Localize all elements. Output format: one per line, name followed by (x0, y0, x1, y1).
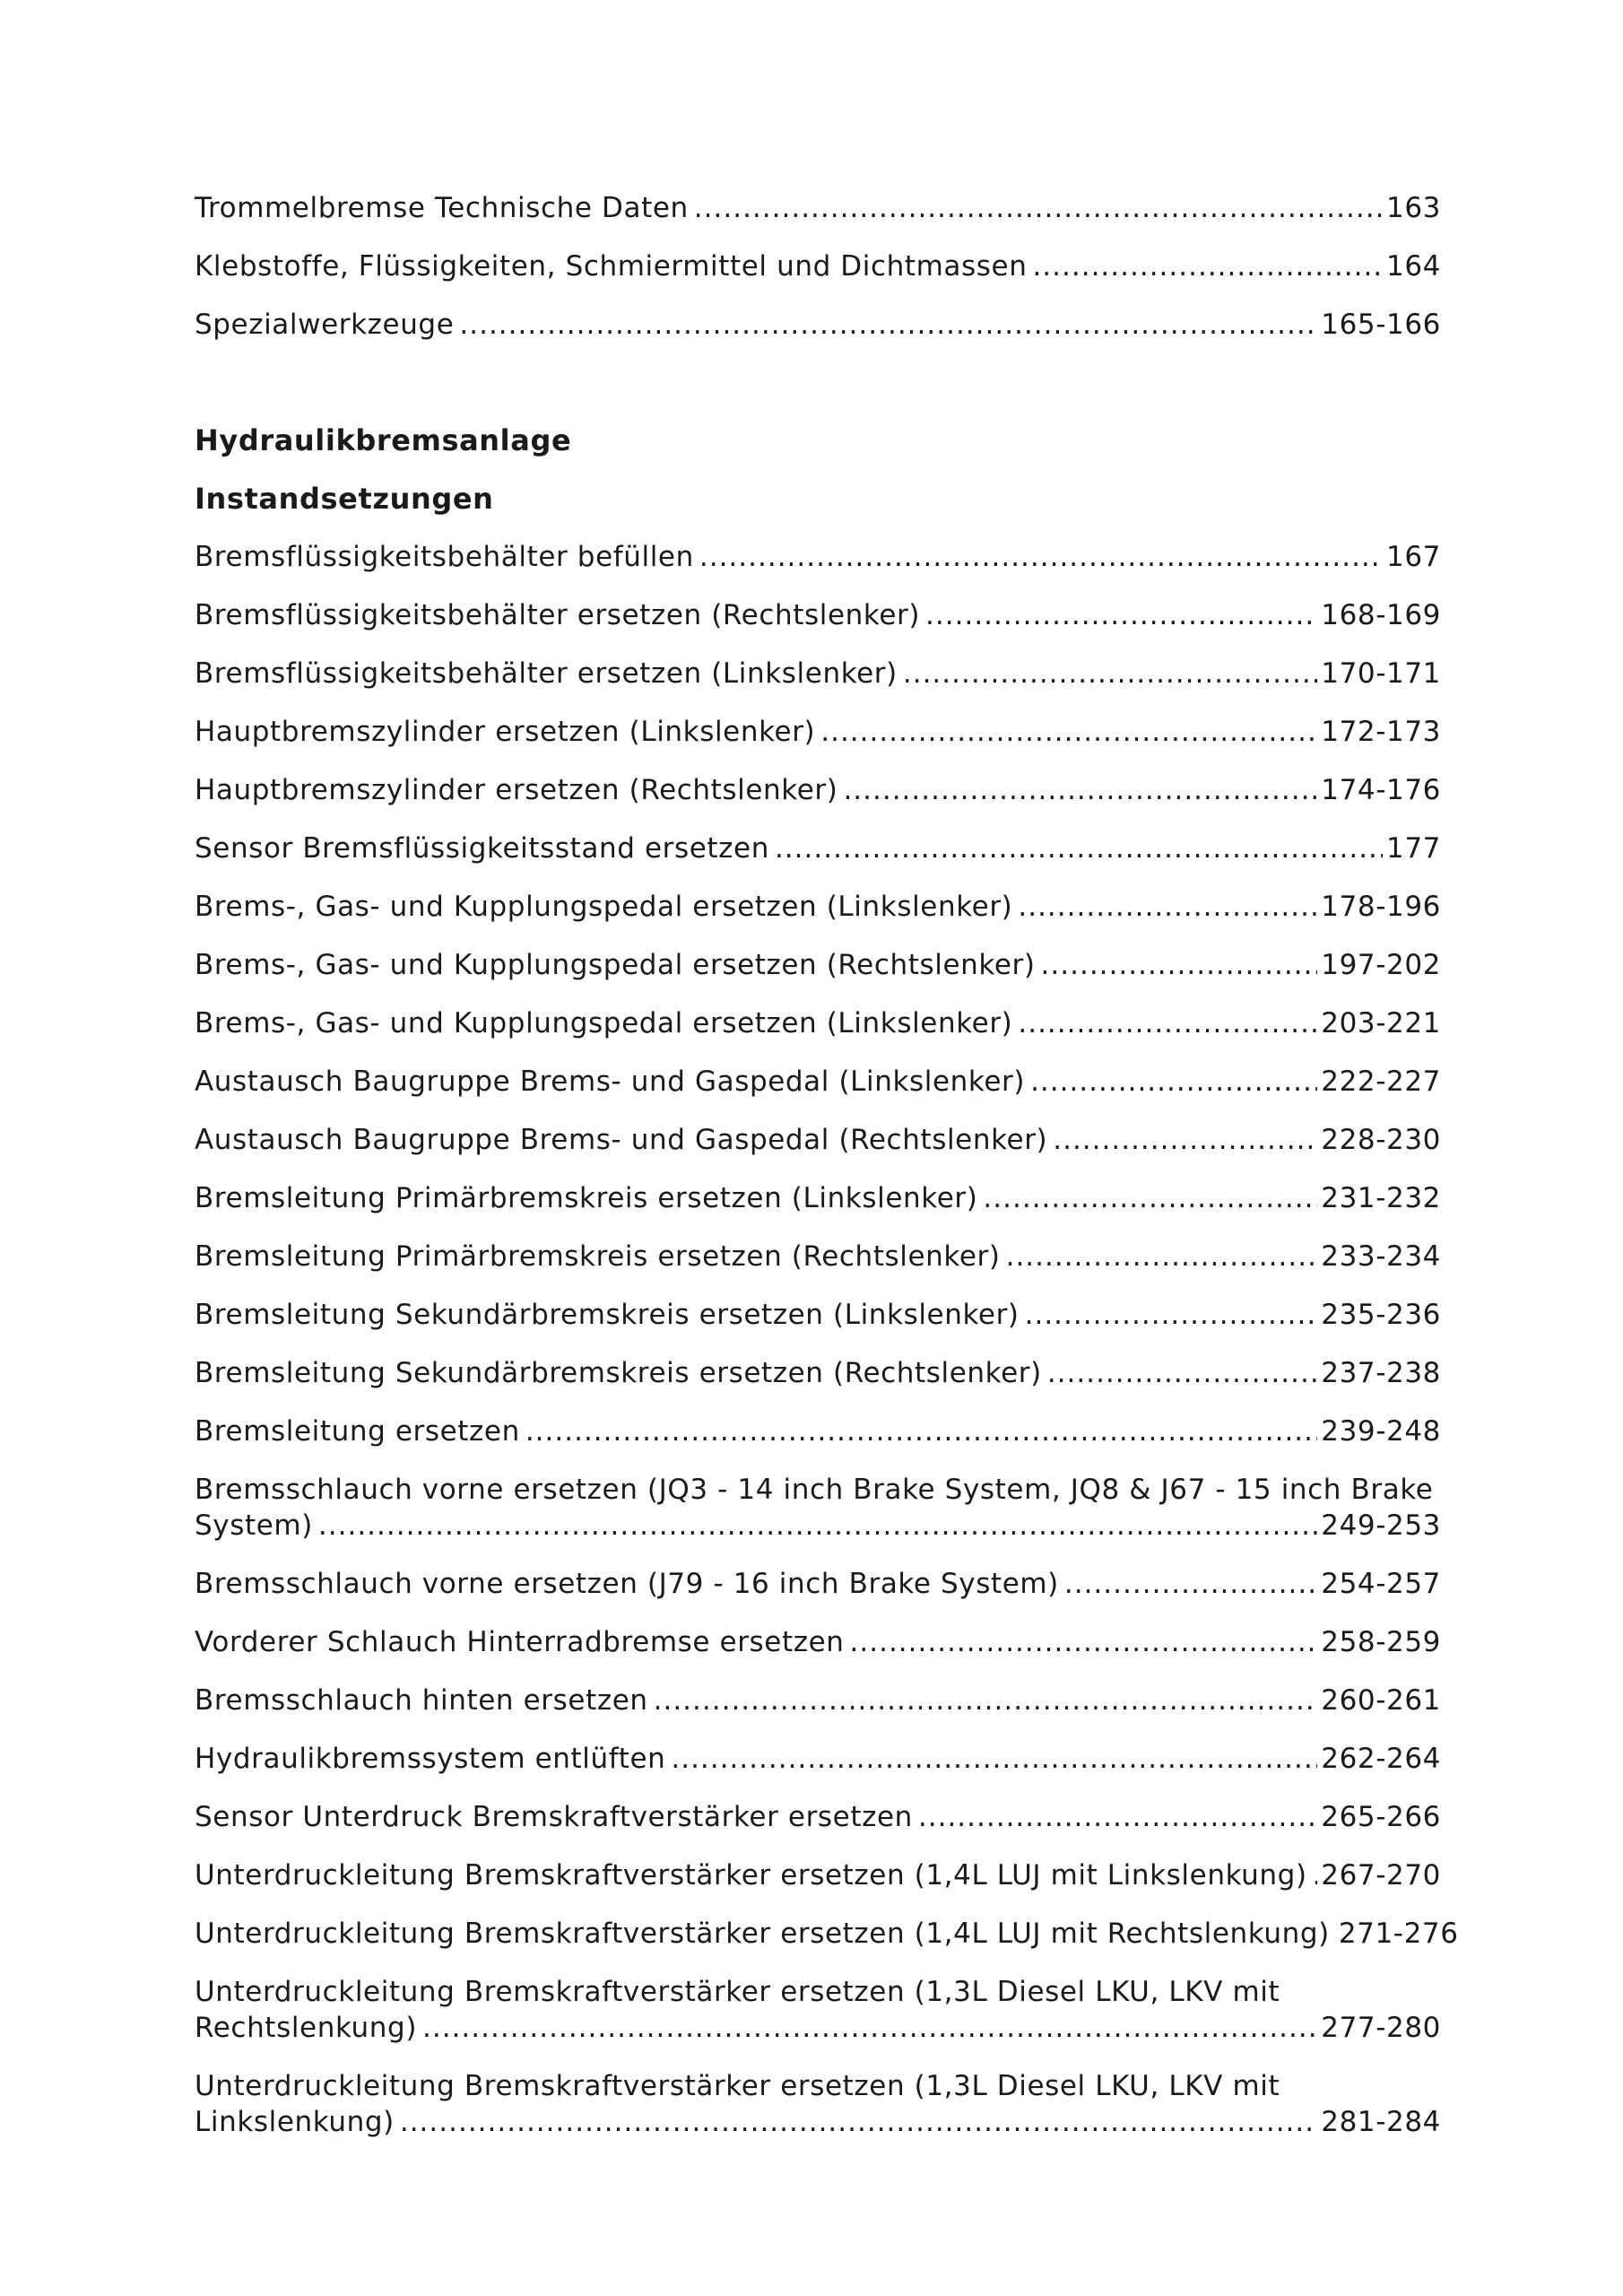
section-spacer (195, 365, 1441, 422)
toc-entry[interactable] (195, 248, 1441, 284)
toc-entry-title-line2: Rechtslenkung) (195, 2012, 418, 2044)
toc-entry-page: 267-270 (1321, 1859, 1441, 1892)
toc-entry-page: 164 (1386, 250, 1441, 283)
toc-entry-title: Bremsflüssigkeitsbehälter befüllen (195, 541, 694, 573)
toc-list-top (195, 190, 1441, 343)
toc-entry[interactable] (195, 1683, 1441, 1718)
toc-page (195, 190, 1459, 2162)
toc-entry-title: Sensor Unterdruck Bremskraftverstärker ersetzen (195, 1801, 913, 1833)
toc-entry-page: 262-264 (1321, 1743, 1441, 1775)
toc-entry-page: 237-238 (1321, 1357, 1441, 1389)
section-subheading: Instandsetzungen (195, 482, 494, 516)
toc-entry[interactable] (195, 1297, 1441, 1333)
toc-entry-title: Unterdruckleitung Bremskraftverstärker ersetzen (1,4L LUJ mit Linkslenkung) (195, 1859, 1307, 1892)
toc-entry-page: 168-169 (1321, 599, 1441, 631)
toc-entry[interactable] (195, 1005, 1441, 1041)
dot-leader (1047, 1355, 1317, 1391)
toc-entry-title: Bremsschlauch vorne ersetzen (J79 - 16 inch Brake System) (195, 1568, 1059, 1600)
toc-entry[interactable] (195, 1413, 1441, 1449)
dot-leader (918, 1799, 1317, 1835)
toc-entry-page: 258-259 (1321, 1626, 1441, 1658)
toc-entry-title: Bremsleitung Sekundärbremskreis ersetzen (Rechtslenker) (195, 1357, 1042, 1389)
toc-entry[interactable] (195, 1355, 1441, 1391)
toc-entry[interactable] (195, 772, 1441, 808)
dot-leader (1041, 947, 1318, 983)
toc-entry-title: Austausch Baugruppe Brems- und Gaspedal (Linkslenker) (195, 1065, 1026, 1098)
toc-entry-page: 222-227 (1321, 1065, 1441, 1098)
toc-entry-title: Bremsleitung ersetzen (195, 1415, 520, 1448)
toc-entry-page: 231-232 (1321, 1182, 1441, 1214)
toc-entry-title: Brems-, Gas- und Kupplungspedal ersetzen (Linkslenker) (195, 1007, 1013, 1039)
toc-entry-title: Spezialwerkzeuge (195, 309, 455, 341)
dot-leader (1018, 1005, 1317, 1041)
toc-entry-page: 281-284 (1321, 2106, 1441, 2138)
toc-entry-page: 177 (1386, 832, 1441, 865)
dot-leader (1064, 1566, 1317, 1602)
toc-entry-page: 265-266 (1321, 1801, 1441, 1833)
dot-leader (820, 714, 1317, 750)
toc-entry-title: Unterdruckleitung Bremskraftverstärker ersetzen (1,4L LUJ mit Rechtslenkung) (195, 1918, 1330, 1950)
toc-entry[interactable] (195, 1180, 1441, 1216)
toc-entry-wrapped[interactable] (195, 1974, 1441, 2046)
toc-entry-title: Sensor Bremsflüssigkeitsstand ersetzen (195, 832, 769, 865)
dot-leader (422, 2010, 1317, 2046)
toc-entry-page: 239-248 (1321, 1415, 1441, 1448)
toc-entry-wrapped[interactable] (195, 1472, 1441, 1544)
toc-entry-title: Bremsleitung Primärbremskreis ersetzen (Linkslenker) (195, 1182, 978, 1214)
dot-leader (400, 2104, 1317, 2140)
toc-entry-page: 170-171 (1321, 657, 1441, 690)
dot-leader (459, 307, 1317, 343)
toc-entry[interactable] (195, 190, 1441, 226)
toc-entry[interactable] (195, 1799, 1441, 1835)
toc-entry[interactable] (195, 1916, 1459, 1952)
toc-entry-page: 172-173 (1321, 716, 1441, 748)
dot-leader (699, 539, 1383, 575)
toc-entry-page: 165-166 (1321, 309, 1441, 341)
toc-entry[interactable] (195, 307, 1441, 343)
toc-entry-title: Bremsschlauch hinten ersetzen (195, 1684, 648, 1717)
dot-leader (318, 1508, 1317, 1544)
toc-entry[interactable] (195, 1857, 1441, 1893)
toc-entry[interactable] (195, 889, 1441, 925)
toc-entry-title-line2: Linkslenkung) (195, 2106, 395, 2138)
dot-leader (654, 1683, 1318, 1718)
dot-leader (1313, 1857, 1318, 1893)
dot-leader (925, 597, 1317, 633)
toc-entry[interactable] (195, 539, 1441, 575)
dot-leader (671, 1741, 1317, 1777)
toc-entry-page: 254-257 (1321, 1568, 1441, 1600)
toc-entry-title: Austausch Baugruppe Brems- und Gaspedal (Rechtslenker) (195, 1124, 1048, 1156)
dot-leader (1018, 889, 1317, 925)
toc-entry[interactable] (195, 714, 1441, 750)
toc-entry-page: 235-236 (1321, 1299, 1441, 1331)
dot-leader (775, 831, 1383, 866)
dot-leader (1006, 1239, 1318, 1274)
toc-entry[interactable] (195, 831, 1441, 866)
toc-entry-title: Vorderer Schlauch Hinterradbremse ersetzen (195, 1626, 845, 1658)
toc-entry-title-line1: Unterdruckleitung Bremskraftverstärker ersetzen (1,3L Diesel LKU, LKV mit (195, 1976, 1280, 2008)
toc-entry-title: Klebstoffe, Flüssigkeiten, Schmiermittel und Dichtmassen (195, 250, 1028, 283)
dot-leader (983, 1180, 1317, 1216)
toc-entry-title: Bremsflüssigkeitsbehälter ersetzen (Linkslenker) (195, 657, 898, 690)
toc-entry-title: Hauptbremszylinder ersetzen (Linkslenker) (195, 716, 816, 748)
toc-entry[interactable] (195, 656, 1441, 691)
toc-entry[interactable] (195, 1741, 1441, 1777)
dot-leader (694, 190, 1383, 226)
dot-leader (1030, 1064, 1317, 1100)
toc-entry-title: Bremsleitung Sekundärbremskreis ersetzen (Linkslenker) (195, 1299, 1020, 1331)
dot-leader (903, 656, 1317, 691)
toc-entry-page: 167 (1386, 541, 1441, 573)
dot-leader (525, 1413, 1317, 1449)
toc-entry-page: 277-280 (1321, 2012, 1441, 2044)
toc-entry[interactable] (195, 1624, 1441, 1660)
toc-entry-page: 197-202 (1321, 949, 1441, 981)
dot-leader (1053, 1122, 1317, 1158)
dot-leader (843, 772, 1317, 808)
toc-entry-title: Hauptbremszylinder ersetzen (Rechtslenker) (195, 774, 838, 806)
toc-entry-page: 228-230 (1321, 1124, 1441, 1156)
section-heading: Hydraulikbremsanlage (195, 423, 572, 457)
dot-leader (1032, 248, 1383, 284)
toc-entry-page: 249-253 (1321, 1509, 1441, 1542)
toc-entry-wrapped[interactable] (195, 2068, 1441, 2140)
toc-entry-page: 174-176 (1321, 774, 1441, 806)
toc-entry[interactable] (195, 1122, 1441, 1158)
toc-entry-title-line2: System) (195, 1509, 313, 1542)
toc-entry-page: 260-261 (1321, 1684, 1441, 1717)
toc-entry-title: Bremsflüssigkeitsbehälter ersetzen (Rechtslenker) (195, 599, 921, 631)
toc-entry[interactable] (195, 1064, 1441, 1100)
toc-entry-title: Bremsleitung Primärbremskreis ersetzen (Rechtslenker) (195, 1240, 1001, 1273)
toc-entry-title: Trommelbremse Technische Daten (195, 192, 689, 224)
dot-leader (1025, 1297, 1318, 1333)
toc-entry-title: Brems-, Gas- und Kupplungspedal ersetzen (Linkslenker) (195, 891, 1013, 923)
toc-list (195, 539, 1459, 2140)
toc-entry[interactable] (195, 597, 1441, 633)
toc-entry[interactable] (195, 947, 1441, 983)
toc-entry-page: 203-221 (1321, 1007, 1441, 1039)
toc-entry-page: 163 (1386, 192, 1441, 224)
toc-entry-title-line1: Bremsschlauch vorne ersetzen (JQ3 - 14 inch Brake System, JQ8 & J67 - 15 inch Brake (195, 1474, 1434, 1506)
toc-entry-page: 178-196 (1321, 891, 1441, 923)
toc-entry[interactable] (195, 1566, 1441, 1602)
toc-entry-page: 271-276 (1338, 1918, 1459, 1950)
toc-entry-title: Hydraulikbremssystem entlüften (195, 1743, 666, 1775)
toc-entry-title-line1: Unterdruckleitung Bremskraftverstärker ersetzen (1,3L Diesel LKU, LKV mit (195, 2070, 1280, 2102)
dot-leader (850, 1624, 1318, 1660)
toc-entry-page: 233-234 (1321, 1240, 1441, 1273)
toc-entry-title: Brems-, Gas- und Kupplungspedal ersetzen (Rechtslenker) (195, 949, 1036, 981)
toc-entry[interactable] (195, 1239, 1441, 1274)
